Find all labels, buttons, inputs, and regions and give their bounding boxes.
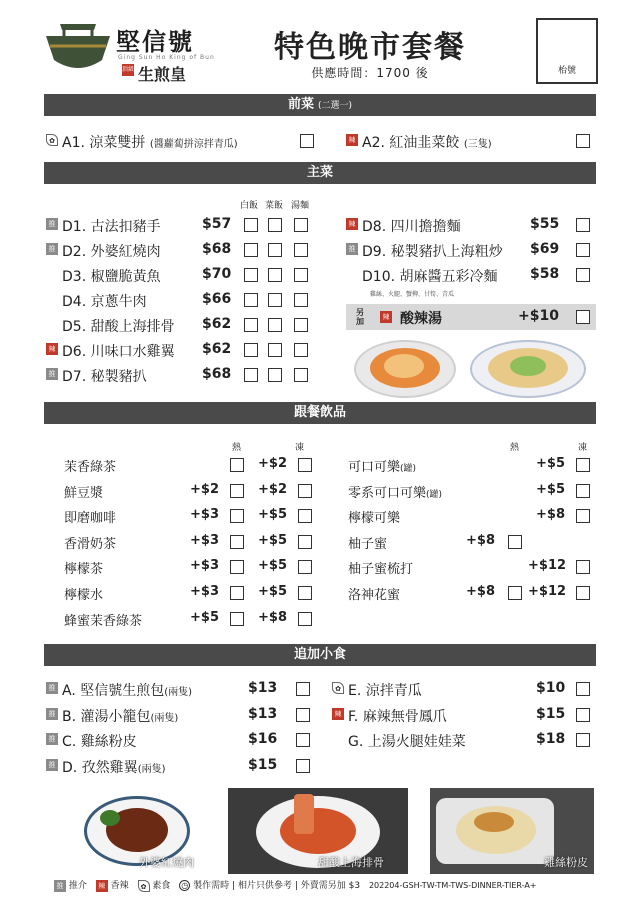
item-code: D1. bbox=[62, 219, 87, 235]
veg-icon: ✿ bbox=[138, 880, 150, 892]
drink-cold-price: +$2 bbox=[258, 456, 287, 471]
snack-checkbox[interactable] bbox=[576, 682, 590, 696]
item-price: $62 bbox=[202, 341, 232, 357]
spicy-icon: 辣 bbox=[96, 880, 108, 892]
brand-stamp: 頂級 bbox=[122, 64, 134, 76]
drink-cold-price: +$5 bbox=[258, 558, 287, 574]
item-code: D7. bbox=[62, 369, 87, 385]
snack-item bbox=[46, 755, 316, 777]
drink-hot-price: +$3 bbox=[190, 507, 219, 523]
noodle-photo-1 bbox=[350, 338, 460, 400]
brand-name: 堅信號 bbox=[116, 28, 194, 56]
starter-item-a2 bbox=[346, 130, 586, 152]
drink-hot-checkbox[interactable] bbox=[230, 535, 244, 549]
item-code: D5. bbox=[62, 319, 87, 335]
table-number-label: 枱號 bbox=[557, 66, 576, 76]
starter-item-a1 bbox=[46, 130, 326, 152]
drink-cold-checkbox[interactable] bbox=[298, 484, 312, 498]
drink-cold-price: +$5 bbox=[258, 507, 287, 523]
snack-item bbox=[332, 729, 596, 751]
drink-name: 可口可樂 bbox=[348, 460, 401, 475]
starter-a1-checkbox[interactable] bbox=[300, 134, 314, 148]
item-code: B. bbox=[62, 708, 77, 725]
main-item bbox=[46, 339, 316, 361]
drink-name: 鮮豆漿 bbox=[64, 485, 104, 501]
col-veg-rice: 菜飯 bbox=[265, 201, 284, 211]
veg-rice-checkbox[interactable] bbox=[268, 293, 282, 307]
item-name: 灌湯小籠包 bbox=[80, 708, 151, 725]
snack-checkbox[interactable] bbox=[576, 733, 590, 747]
main-item bbox=[46, 264, 316, 286]
drink-name: 柚子蜜梳打 bbox=[348, 562, 414, 578]
item-name: 胡麻醬五彩冷麵 bbox=[399, 269, 498, 285]
veg-rice-checkbox[interactable] bbox=[268, 243, 282, 257]
item-price: $10 bbox=[536, 680, 566, 696]
drink-cold-checkbox[interactable] bbox=[576, 586, 590, 600]
drink-cold-price: +$5 bbox=[258, 532, 287, 548]
soup-noodle-checkbox[interactable] bbox=[294, 293, 308, 307]
drink-name: 香滑奶茶 bbox=[64, 536, 117, 552]
recommend-icon: 推 bbox=[46, 218, 58, 230]
soup-noodle-checkbox[interactable] bbox=[294, 243, 308, 257]
drink-name: 檸檬茶 bbox=[64, 562, 104, 578]
col-cold-right: 凍 bbox=[578, 443, 588, 453]
snack-checkbox[interactable] bbox=[576, 708, 590, 722]
col-hot-right: 熱 bbox=[510, 443, 520, 453]
soup-noodle-checkbox[interactable] bbox=[294, 368, 308, 382]
bowl-logo-icon bbox=[44, 22, 112, 78]
drink-name: 檸檬水 bbox=[64, 588, 104, 603]
main-heading bbox=[44, 162, 596, 184]
main-item bbox=[46, 289, 316, 311]
recommend-icon: 推 bbox=[346, 243, 358, 255]
starter-heading-note: (二選一) bbox=[317, 101, 353, 111]
photo-sweet-sour-ribs bbox=[228, 788, 408, 874]
item-code: F. bbox=[348, 708, 359, 725]
item-price: $18 bbox=[536, 731, 566, 748]
item-name: 堅信號生煎包 bbox=[80, 683, 165, 699]
photo-caption-3: 雞絲粉皮 bbox=[544, 856, 588, 869]
item-price: $58 bbox=[530, 266, 560, 282]
brand-subtitle: 生煎皇 bbox=[138, 65, 187, 84]
item-name: 麻辣無骨鳳爪 bbox=[362, 708, 447, 725]
veg-icon: ✿ bbox=[46, 134, 58, 146]
menu-code: 202204-GSH-TW-TM-TWS-DINNER-TIER-A+ bbox=[368, 881, 537, 890]
veg-rice-checkbox[interactable] bbox=[268, 318, 282, 332]
snack-checkbox[interactable] bbox=[296, 708, 310, 722]
drink-hot-price: +$2 bbox=[190, 481, 219, 497]
recommend-icon: 推 bbox=[46, 733, 58, 745]
item-code: D8. bbox=[362, 219, 387, 235]
drink-cold-price: +$5 bbox=[536, 481, 565, 497]
item-note: (兩隻) bbox=[164, 687, 193, 698]
drink-cold-checkbox[interactable] bbox=[298, 560, 312, 574]
drink-note: (罐) bbox=[400, 464, 417, 474]
item-name: 秘製豬扒 bbox=[90, 369, 147, 385]
d10-note: 雞絲、火腿、蟹柳、甘筍、青瓜 bbox=[370, 291, 455, 298]
drink-cold-price: +$12 bbox=[528, 558, 567, 574]
drink-hot-checkbox[interactable] bbox=[230, 586, 244, 600]
main-item-checkbox[interactable] bbox=[576, 268, 590, 282]
drink-cold-price: +$5 bbox=[258, 584, 287, 599]
drink-name: 零系可口可樂 bbox=[348, 485, 427, 501]
main-item bbox=[346, 264, 596, 286]
brand-english: Ging Sun Ho King of Bun bbox=[118, 54, 215, 61]
item-price: $69 bbox=[530, 241, 560, 257]
item-code: D6. bbox=[62, 344, 87, 360]
drink-name: 蜂蜜茉香綠茶 bbox=[64, 613, 143, 629]
legend-time: 製作需時 bbox=[193, 881, 230, 891]
photo-braised-pork bbox=[78, 790, 196, 872]
drink-cold-price: +$8 bbox=[258, 609, 287, 625]
logo bbox=[44, 18, 244, 84]
drink-hot-checkbox[interactable] bbox=[230, 509, 244, 523]
item-name: 上湯火腿娃娃菜 bbox=[367, 734, 466, 751]
item-name: 涼菜雙拼 bbox=[89, 135, 146, 151]
drink-name: 柚子蜜 bbox=[348, 536, 388, 552]
spicy-icon: 辣 bbox=[346, 134, 358, 146]
legend-photo-note: 相片只供參考 bbox=[237, 881, 292, 891]
white-rice-checkbox[interactable] bbox=[244, 293, 258, 307]
item-code: D9. bbox=[362, 244, 387, 260]
item-code: D3. bbox=[62, 269, 87, 285]
veg-rice-checkbox[interactable] bbox=[268, 268, 282, 282]
recommend-icon: 推 bbox=[46, 759, 58, 771]
legend-veg: 素食 bbox=[152, 881, 171, 891]
item-price: $57 bbox=[202, 216, 232, 232]
drink-hot-checkbox[interactable] bbox=[508, 535, 522, 549]
drinks-heading-text: 跟餐飲品 bbox=[293, 405, 346, 420]
item-name: 紅油韭菜餃 bbox=[389, 135, 460, 151]
main-item bbox=[46, 214, 316, 236]
drink-name: 檸檬可樂 bbox=[348, 511, 401, 527]
drink-cold-checkbox[interactable] bbox=[576, 484, 590, 498]
photo-caption-2: 甜酸上海排骨 bbox=[318, 856, 384, 869]
item-name: 京蔥牛肉 bbox=[90, 294, 147, 310]
drink-hot-price: +$3 bbox=[190, 532, 219, 548]
drink-hot-price: +$3 bbox=[190, 558, 219, 574]
item-name: 雞絲粉皮 bbox=[80, 734, 137, 751]
drink-note: (罐) bbox=[426, 489, 443, 500]
item-price: $15 bbox=[536, 705, 566, 722]
item-price: $62 bbox=[202, 316, 232, 332]
drink-cold-price: +$5 bbox=[536, 456, 565, 471]
col-hot: 熱 bbox=[232, 443, 242, 453]
item-code: A1. bbox=[62, 135, 85, 151]
soup-noodle-checkbox[interactable] bbox=[294, 218, 308, 232]
veg-rice-checkbox[interactable] bbox=[268, 218, 282, 232]
item-price: $68 bbox=[202, 366, 232, 382]
spicy-icon: 辣 bbox=[46, 343, 58, 355]
recommend-icon: 推 bbox=[46, 708, 58, 720]
item-code: D2. bbox=[62, 244, 87, 260]
recommend-icon: 推 bbox=[46, 243, 58, 255]
item-code: D4. bbox=[62, 294, 87, 310]
photo-caption-1: 外婆紅燒肉 bbox=[139, 856, 194, 869]
main-heading-text: 主菜 bbox=[306, 165, 333, 180]
item-note: (三隻) bbox=[463, 139, 492, 150]
snacks-heading-text: 追加小食 bbox=[293, 647, 346, 662]
noodle-photo-2 bbox=[466, 338, 592, 400]
spicy-icon: 辣 bbox=[332, 708, 344, 720]
main-item bbox=[46, 364, 316, 386]
drink-cold-checkbox[interactable] bbox=[298, 586, 312, 600]
item-price: $55 bbox=[530, 216, 560, 232]
drink-hot-price: +$5 bbox=[190, 609, 219, 625]
drink-hot-checkbox[interactable] bbox=[230, 612, 244, 626]
item-name: 孜然雞翼 bbox=[81, 759, 138, 776]
extra-name: 酸辣湯 bbox=[400, 311, 442, 327]
extra-soup-bar bbox=[346, 304, 596, 330]
main-item bbox=[346, 239, 596, 261]
item-name: 涼拌青瓜 bbox=[365, 683, 422, 699]
drink-name: 即磨咖啡 bbox=[64, 511, 117, 527]
footer: 推 推介 辣 香辣 ✿ 素食 ◷ 製作需時 | 相片只供參考 | 外賣需另加 $3 202204-GSH-TW-TM-TWS-DINNER-TIER-A+ bbox=[54, 878, 537, 892]
main-item-checkbox[interactable] bbox=[576, 243, 590, 257]
recommend-icon: 推 bbox=[46, 682, 58, 694]
snack-item bbox=[332, 704, 596, 726]
item-name: 椒鹽脆黃魚 bbox=[90, 269, 161, 285]
veg-rice-checkbox[interactable] bbox=[268, 368, 282, 382]
photo-chicken-sheet-jelly bbox=[430, 788, 594, 874]
veg-icon: ✿ bbox=[332, 682, 344, 694]
white-rice-checkbox[interactable] bbox=[244, 218, 258, 232]
snack-checkbox[interactable] bbox=[296, 733, 310, 747]
legend-takeaway: 外賣需另加 $3 bbox=[300, 881, 361, 891]
white-rice-checkbox[interactable] bbox=[244, 318, 258, 332]
page-title: 特色晚市套餐 bbox=[274, 30, 466, 65]
item-note: (兩隻) bbox=[150, 712, 179, 724]
item-name: 川味口水雞翼 bbox=[90, 344, 175, 360]
item-code: A. bbox=[62, 683, 76, 699]
item-code: E. bbox=[348, 683, 362, 699]
item-code: G. bbox=[348, 734, 364, 751]
recommend-icon: 推 bbox=[46, 368, 58, 380]
white-rice-checkbox[interactable] bbox=[244, 368, 258, 382]
drink-hot-checkbox[interactable] bbox=[508, 586, 522, 600]
white-rice-checkbox[interactable] bbox=[244, 243, 258, 257]
starter-a2-checkbox[interactable] bbox=[576, 134, 590, 148]
drink-cold-checkbox[interactable] bbox=[298, 509, 312, 523]
item-price: $16 bbox=[248, 731, 278, 748]
main-item bbox=[46, 314, 316, 336]
drink-name: 茉香綠茶 bbox=[64, 460, 117, 475]
item-note: (兩隻) bbox=[137, 763, 166, 775]
starter-heading bbox=[44, 94, 596, 116]
snack-item bbox=[46, 704, 316, 726]
item-price: $70 bbox=[202, 266, 232, 282]
drink-cold-checkbox[interactable] bbox=[576, 458, 590, 472]
drink-hot-checkbox[interactable] bbox=[230, 560, 244, 574]
snacks-heading bbox=[44, 644, 596, 666]
snack-item bbox=[46, 678, 316, 700]
drink-hot-price: +$8 bbox=[466, 584, 495, 599]
drink-cold-checkbox[interactable] bbox=[576, 560, 590, 574]
serve-time: 供應時間：1700 後 bbox=[311, 66, 429, 80]
legend-spicy: 香辣 bbox=[110, 881, 129, 891]
table-number-box[interactable] bbox=[536, 18, 598, 84]
item-name: 四川擔擔麵 bbox=[390, 219, 461, 235]
item-name: 外婆紅燒肉 bbox=[90, 244, 161, 260]
item-note: (醬蘿蔔拼涼拌青瓜) bbox=[149, 139, 238, 150]
snack-item bbox=[46, 729, 316, 751]
snack-checkbox[interactable] bbox=[296, 759, 310, 773]
veg-rice-checkbox[interactable] bbox=[268, 343, 282, 357]
soup-noodle-checkbox[interactable] bbox=[294, 268, 308, 282]
clock-icon: ◷ bbox=[179, 880, 190, 891]
drink-cold-checkbox[interactable] bbox=[298, 458, 312, 472]
drink-cold-checkbox[interactable] bbox=[576, 509, 590, 523]
soup-noodle-checkbox[interactable] bbox=[294, 318, 308, 332]
recommend-icon: 推 bbox=[54, 880, 66, 892]
item-name: 秘製豬扒上海粗炒 bbox=[390, 244, 503, 260]
item-code: A2. bbox=[362, 135, 385, 151]
white-rice-checkbox[interactable] bbox=[244, 268, 258, 282]
legend-recommend: 推介 bbox=[68, 881, 87, 891]
item-code: D. bbox=[62, 759, 78, 776]
soup-noodle-checkbox[interactable] bbox=[294, 343, 308, 357]
drink-cold-price: +$2 bbox=[258, 481, 287, 497]
item-name: 甜酸上海排骨 bbox=[90, 319, 175, 335]
main-item bbox=[346, 214, 596, 236]
drink-cold-price: +$8 bbox=[536, 507, 565, 523]
drink-cold-price: +$12 bbox=[528, 584, 567, 599]
col-cold: 凍 bbox=[295, 443, 305, 453]
item-price: $66 bbox=[202, 291, 232, 307]
drinks-heading bbox=[44, 402, 596, 424]
spicy-icon: 辣 bbox=[380, 311, 392, 323]
item-code: D10. bbox=[362, 269, 396, 285]
item-code: C. bbox=[62, 734, 77, 751]
col-soup-noodle: 湯麵 bbox=[291, 201, 310, 211]
snack-item bbox=[332, 678, 596, 700]
extra-label: 另加 bbox=[356, 308, 364, 326]
drink-hot-checkbox[interactable] bbox=[230, 458, 244, 472]
extra-price: +$10 bbox=[518, 308, 559, 324]
item-price: $68 bbox=[202, 241, 232, 257]
extra-soup-checkbox[interactable] bbox=[576, 310, 590, 324]
main-item bbox=[46, 239, 316, 261]
snack-checkbox[interactable] bbox=[296, 682, 310, 696]
item-price: $13 bbox=[248, 680, 278, 696]
drink-hot-price: +$8 bbox=[466, 532, 495, 548]
item-price: $15 bbox=[248, 756, 278, 773]
drink-hot-checkbox[interactable] bbox=[230, 484, 244, 498]
spicy-icon: 辣 bbox=[346, 218, 358, 230]
drink-hot-price: +$3 bbox=[190, 584, 219, 599]
drink-cold-checkbox[interactable] bbox=[298, 535, 312, 549]
item-name: 古法扣豬手 bbox=[90, 219, 161, 235]
item-price: $13 bbox=[248, 705, 278, 722]
col-white-rice: 白飯 bbox=[240, 201, 259, 211]
white-rice-checkbox[interactable] bbox=[244, 343, 258, 357]
main-item-checkbox[interactable] bbox=[576, 218, 590, 232]
drink-name: 洛神花蜜 bbox=[348, 588, 401, 603]
starter-heading-text: 前菜 bbox=[287, 97, 314, 112]
drink-cold-checkbox[interactable] bbox=[298, 612, 312, 626]
